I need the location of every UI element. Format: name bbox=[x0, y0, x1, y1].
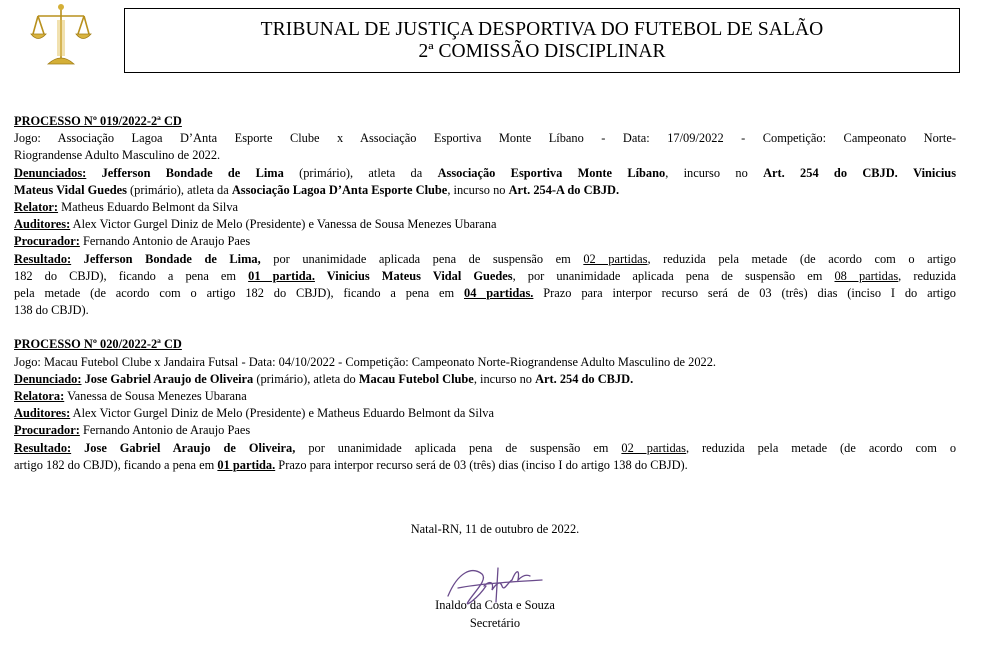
signer-name: Inaldo da Costa e Souza bbox=[435, 598, 555, 612]
rapporteur-line: Relatora: Vanessa de Sousa Menezes Ubarana bbox=[14, 389, 247, 404]
result-line-2: artigo 182 do CBJD), ficando a pena em 01 partida. Prazo para interpor recurso será de 03 (três) dias (inciso I do artigo 138 do CBJD). bbox=[14, 457, 688, 472]
result-line-4: 138 do CBJD). bbox=[14, 303, 89, 318]
game-line-cont: Riograndense Adulto Masculino de 2022. bbox=[14, 148, 221, 163]
document-body bbox=[14, 113, 956, 474]
header-title-box bbox=[124, 8, 960, 73]
tribunal-title: TRIBUNAL DE JUSTIÇA DESPORTIVA DO FUTEBOL DE SALÃO bbox=[260, 19, 824, 40]
result-line-2: 182 do CBJD), ficando a pena em 01 partida. Vinicius Mateus Vidal Guedes, por unanimidade aplicada pena de suspensão em 08 partidas, reduzida bbox=[14, 268, 956, 283]
game-line: Jogo: Associação Lagoa D’Anta Esporte Clube x Associação Esportiva Monte Líbano - Data: 17/09/2022 - Competição: Campeonato Norte- bbox=[14, 131, 956, 146]
process-title: PROCESSO Nº 019/2022-2ª CD bbox=[14, 114, 182, 128]
commission-title: 2ª COMISSÃO DISCIPLINAR bbox=[418, 41, 666, 62]
accused-line: Denunciados: Jefferson Bondade de Lima (primário), atleta da Associação Esportiva Monte Líbano, incurso no Art. 254 do CBJD. Vinicius bbox=[14, 165, 957, 180]
signer-role: Secretário bbox=[469, 616, 521, 630]
rapporteur-line: Relator: Matheus Eduardo Belmont da Silva bbox=[14, 200, 239, 215]
prosecutor-line: Procurador: Fernando Antonio de Araujo Paes bbox=[14, 234, 251, 249]
auditors-line: Auditores: Alex Victor Gurgel Diniz de Melo (Presidente) e Matheus Eduardo Belmont da Silva bbox=[14, 406, 494, 421]
scales-of-justice-icon bbox=[30, 2, 92, 66]
result-line-3: pela metade (de acordo com o artigo 182 do CBJD), ficando a pena em 04 partidas. Prazo para interpor recurso será de 03 (três) dias (inciso I do artigo bbox=[14, 286, 956, 301]
accused-line: Denunciado: Jose Gabriel Araujo de Oliveira (primário), atleta do Macau Futebol Clube, incurso no Art. 254 do CBJD. bbox=[14, 371, 634, 386]
accused-line-cont: Mateus Vidal Guedes (primário), atleta da Associação Lagoa D’Anta Esporte Clube, incurso no Art. 254-A do CBJD. bbox=[14, 182, 620, 197]
auditors-line: Auditores: Alex Victor Gurgel Diniz de Melo (Presidente) e Vanessa de Sousa Menezes Ubarana bbox=[14, 217, 497, 232]
result-line: Resultado: Jose Gabriel Araujo de Oliveira, por unanimidade aplicada pena de suspensão em 02 partidas, reduzida pela metade (de acordo com o bbox=[14, 440, 957, 455]
place-date: Natal-RN, 11 de outubro de 2022. bbox=[410, 522, 580, 536]
game-line: Jogo: Macau Futebol Clube x Jandaira Futsal - Data: 04/10/2022 - Competição: Campeonato Norte-Riograndense Adulto Masculino de 2022. bbox=[14, 354, 717, 369]
prosecutor-line: Procurador: Fernando Antonio de Araujo Paes bbox=[14, 423, 251, 438]
result-line: Resultado: Jefferson Bondade de Lima, por unanimidade aplicada pena de suspensão em 02 partidas, reduzida pela metade (de acordo com o artigo bbox=[14, 251, 956, 266]
process-title: PROCESSO Nº 020/2022-2ª CD bbox=[14, 337, 182, 352]
